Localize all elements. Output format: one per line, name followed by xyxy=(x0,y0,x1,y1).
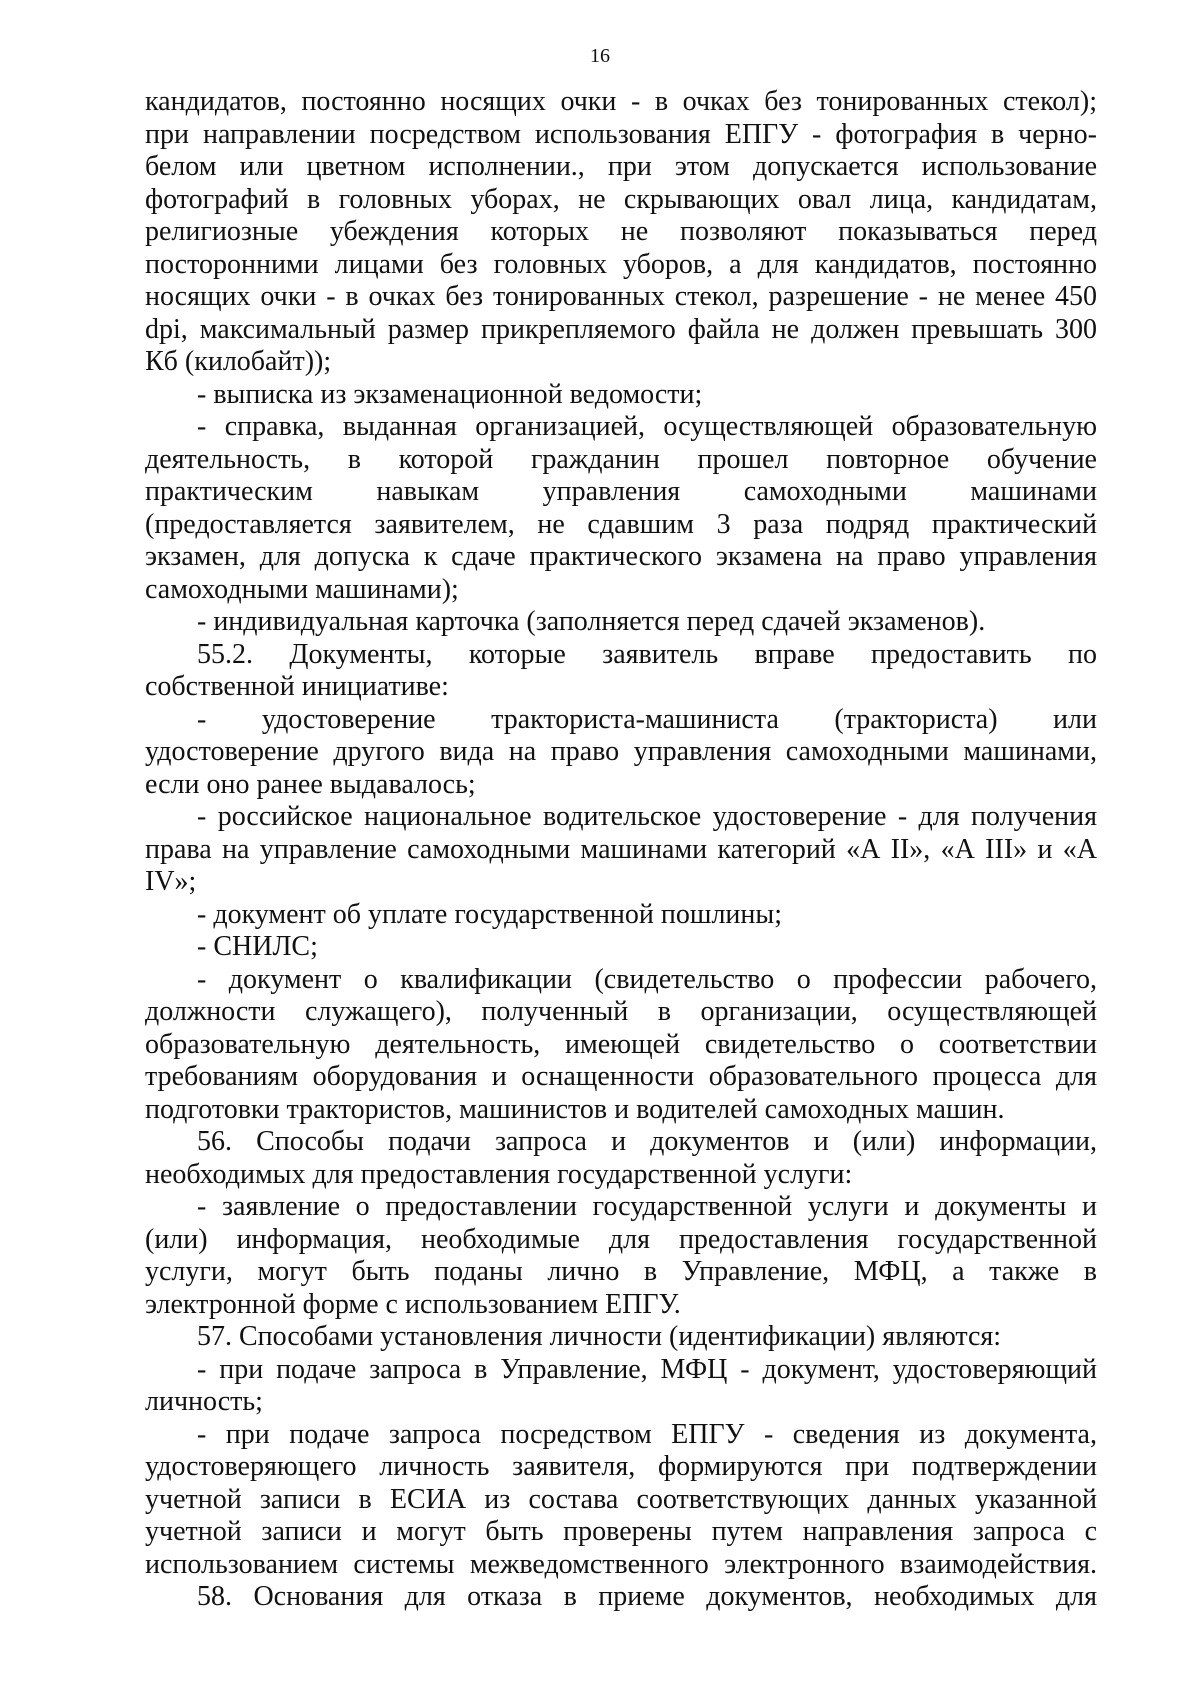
text-line: удостоверяющего личность заявителя, формируются при подтверждении xyxy=(145,1451,1097,1482)
text-line: собственной инициативе: xyxy=(145,671,449,702)
text-line: 57. Способами установления личности (идентификации) являются: xyxy=(197,1321,1002,1352)
text-line: деятельность, в которой гражданин прошел повторное обучение xyxy=(145,443,1097,475)
text-line: личность; xyxy=(145,1386,263,1417)
text-line: фотографий в головных уборах, не скрывающих овал лица, кандидатам, xyxy=(145,183,1097,215)
text-line: - справка, выданная организацией, осуществляющей образовательную xyxy=(197,411,1097,442)
text-line: - выписка из экзаменационной ведомости; xyxy=(197,378,703,410)
text-line: Кб (килобайт)); xyxy=(145,346,332,377)
text-line: - при подаче запроса в Управление, МФЦ - документ, удостоверяющий xyxy=(197,1353,1097,1385)
text-line: требованиям оборудования и оснащенности образовательного процесса для xyxy=(145,1061,1097,1092)
text-line: IV»; xyxy=(145,866,197,897)
text-line: использованием системы межведомственного электронного взаимодействия. xyxy=(145,1548,1097,1580)
text-line: (предоставляется заявителем, не сдавшим 3 раза подряд практический xyxy=(145,508,1097,540)
document-body xyxy=(145,86,1097,1614)
text-line: самоходными машинами); xyxy=(145,573,459,605)
text-line: права на управление самоходными машинами категорий «А II», «А III» и «А xyxy=(145,833,1097,865)
text-line: 58. Основания для отказа в приеме документов, необходимых для xyxy=(197,1581,1097,1612)
text-line: - удостоверение тракториста-машиниста (тракториста) или xyxy=(197,703,1097,735)
page-number: 16 xyxy=(590,45,610,67)
text-line: - документ об уплате государственной пошлины; xyxy=(197,898,782,930)
text-line: - российское национальное водительское удостоверение - для получения xyxy=(197,801,1097,832)
text-line: практическим навыкам управления самоходными машинами xyxy=(145,476,1097,507)
text-line: 56. Способы подачи запроса и документов и (или) информации, xyxy=(197,1126,1097,1157)
text-line: религиозные убеждения которых не позволяют показываться перед xyxy=(145,216,1097,247)
text-line: - документ о квалификации (свидетельство о профессии рабочего, xyxy=(197,963,1097,995)
text-line: учетной записи в ЕСИА из состава соответствующих данных указанной xyxy=(145,1483,1097,1515)
text-line: (или) информация, необходимые для предоставления государственной xyxy=(145,1223,1097,1255)
text-line: электронной форме с использованием ЕПГУ. xyxy=(145,1288,681,1320)
text-line: - при подаче запроса посредством ЕПГУ - сведения из документа, xyxy=(197,1418,1097,1450)
text-line: при направлении посредством использования ЕПГУ - фотография в черно- xyxy=(145,118,1097,150)
text-line: dpi, максимальный размер прикрепляемого файла не должен превышать 300 xyxy=(145,313,1097,345)
text-line: подготовки трактористов, машинистов и водителей самоходных машин. xyxy=(145,1093,1005,1125)
text-line: кандидатов, постоянно носящих очки - в очках без тонированных стекол); xyxy=(145,86,1097,117)
text-line: белом или цветном исполнении., при этом допускается использование xyxy=(145,151,1097,182)
text-line: необходимых для предоставления государственной услуги: xyxy=(145,1158,853,1190)
text-line: - заявление о предоставлении государственной услуги и документы и xyxy=(197,1191,1097,1222)
text-line: образовательную деятельность, имеющей свидетельство о соответствии xyxy=(145,1028,1097,1060)
text-line: если оно ранее выдавалось; xyxy=(145,768,476,800)
text-line: носящих очки - в очках без тонированных стекол, разрешение - не менее 450 xyxy=(145,281,1097,312)
text-line: - индивидуальная карточка (заполняется перед сдачей экзаменов). xyxy=(197,606,986,637)
text-line: учетной записи и могут быть проверены путем направления запроса с xyxy=(145,1516,1097,1547)
text-line: экзамен, для допуска к сдаче практического экзамена на право управления xyxy=(145,541,1097,572)
text-line: удостоверение другого вида на право управления самоходными машинами, xyxy=(145,736,1097,767)
text-line: 55.2. Документы, которые заявитель вправе предоставить по xyxy=(197,638,1097,670)
text-line: - СНИЛС; xyxy=(197,931,318,962)
text-line: услуги, могут быть поданы лично в Управление, МФЦ, а также в xyxy=(145,1256,1097,1287)
text-line: посторонними лицами без головных уборов, а для кандидатов, постоянно xyxy=(145,248,1097,280)
text-line: должности служащего), полученный в организации, осуществляющей xyxy=(145,996,1097,1027)
